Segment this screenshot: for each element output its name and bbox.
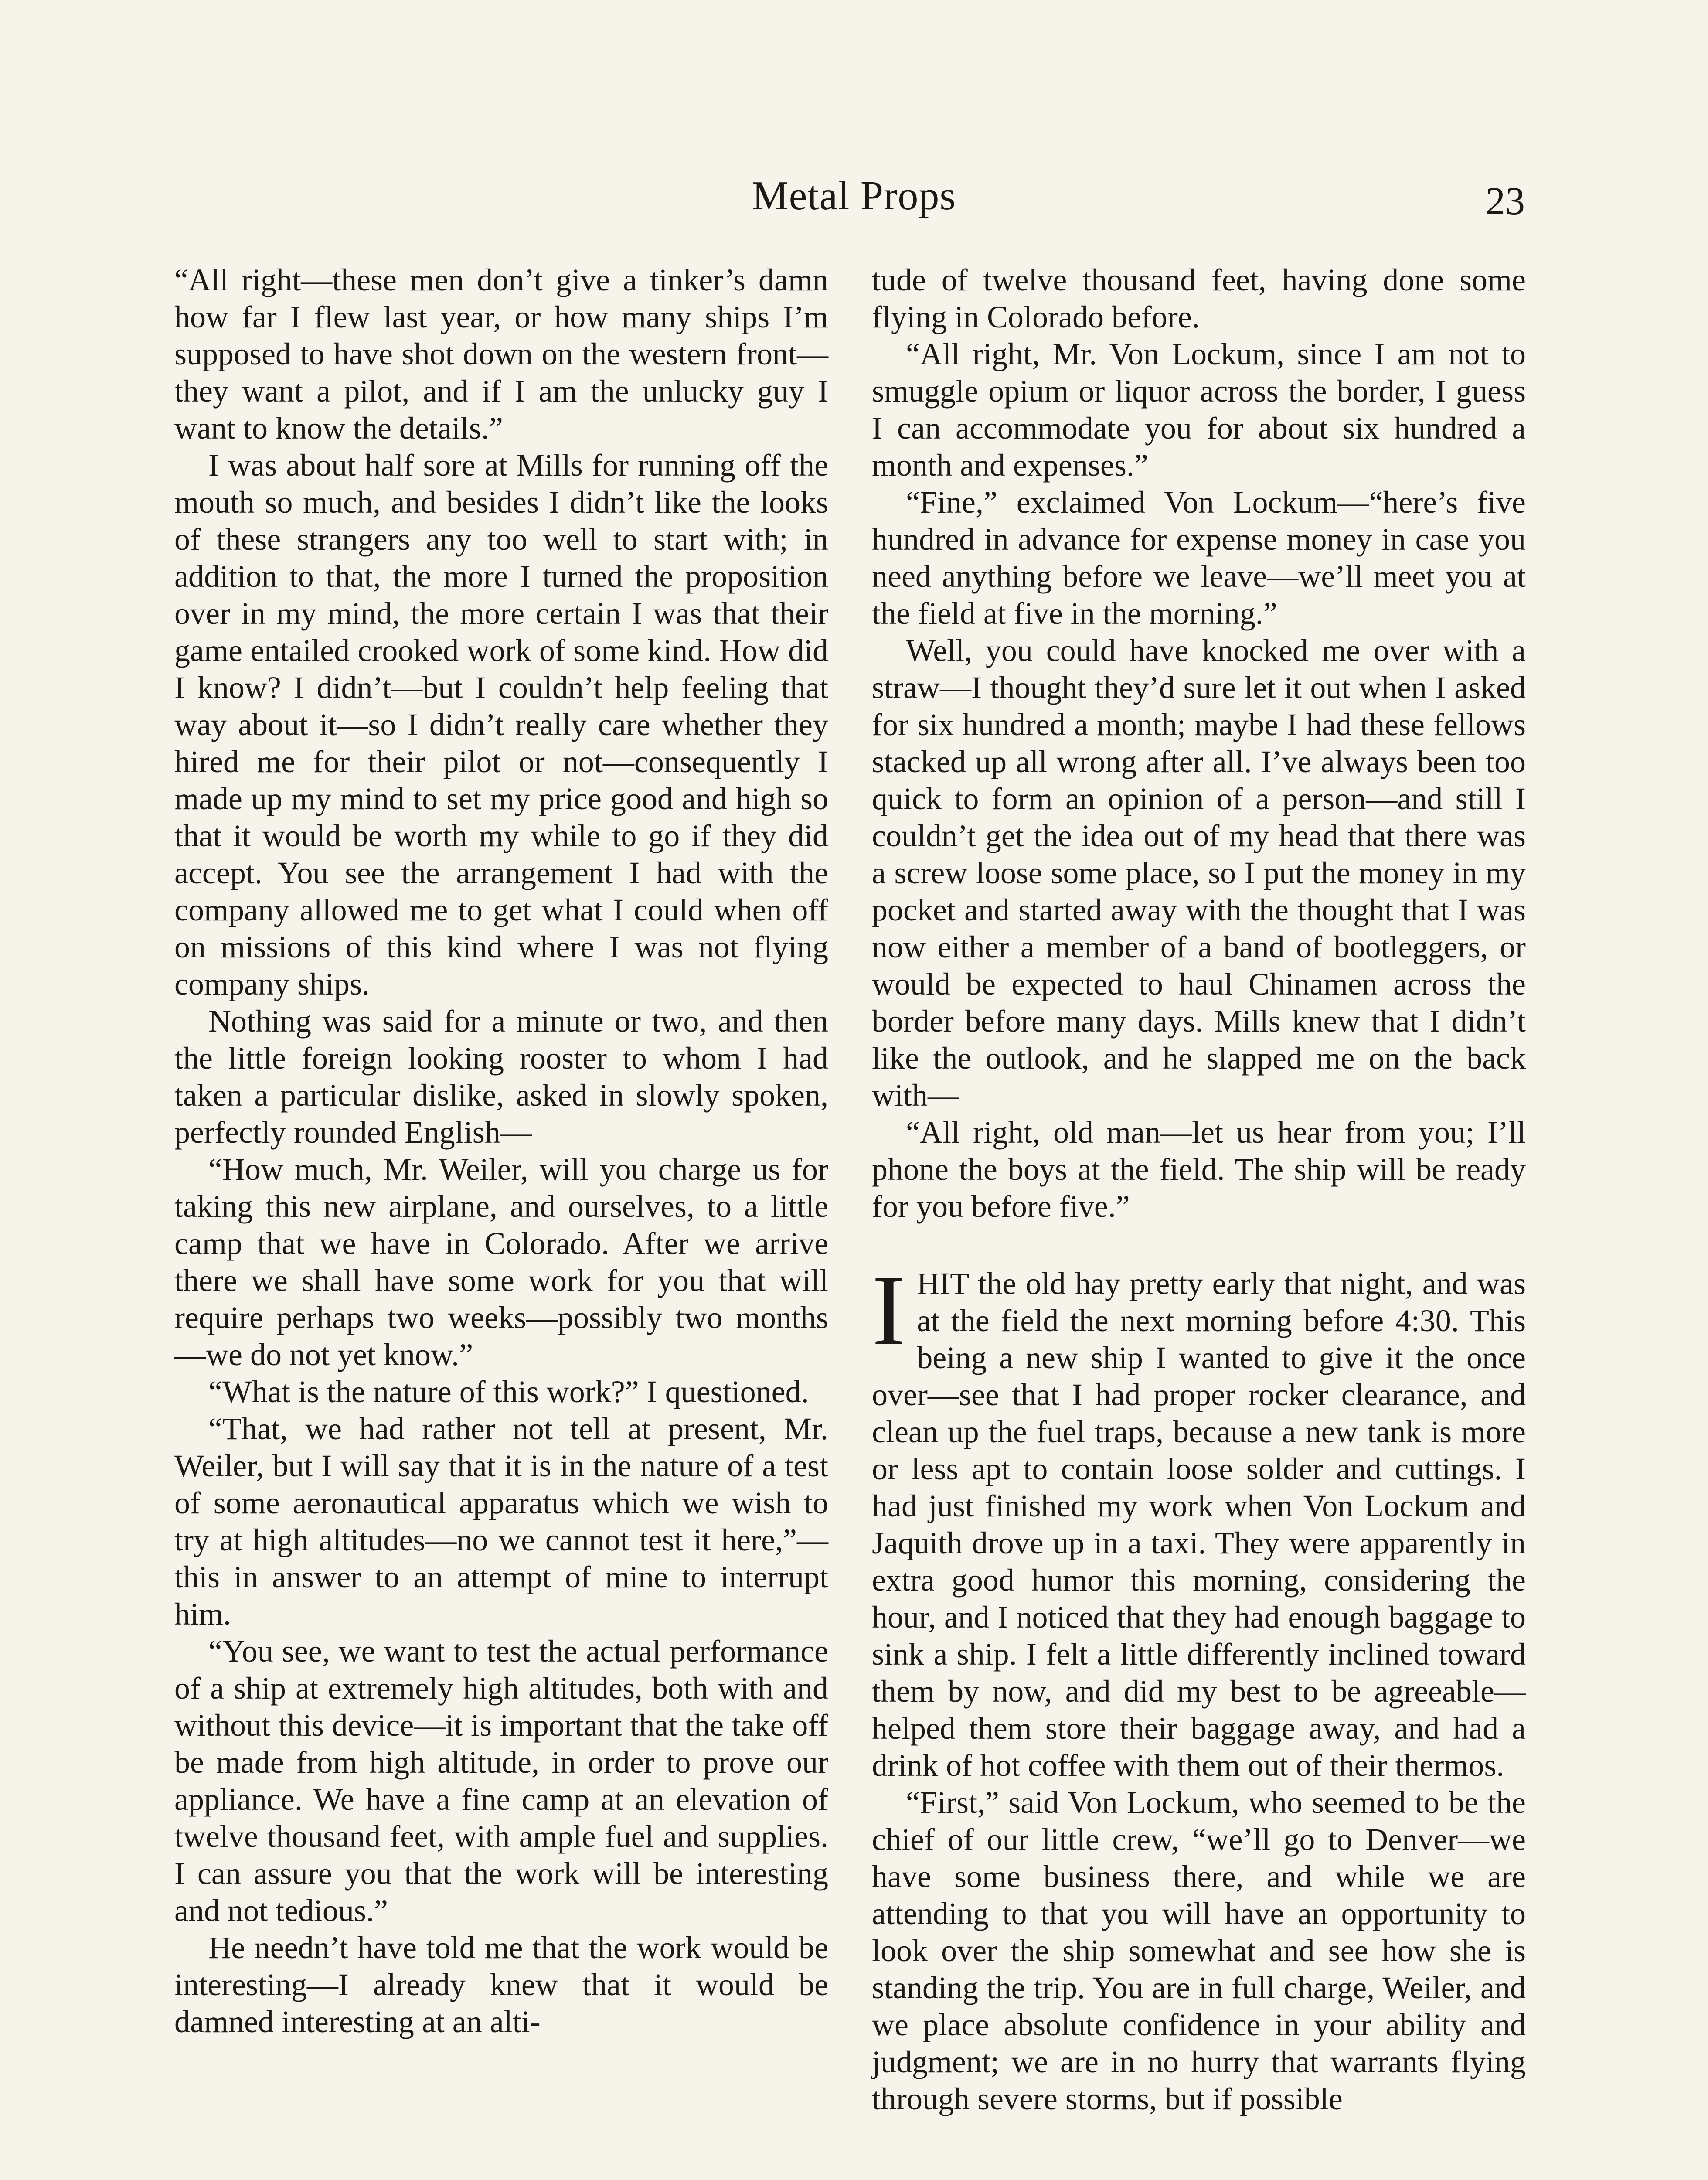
left-column [174, 262, 828, 2040]
paragraph: “All right—these men don’t give a tinker’s damn how far I flew last year, or how many ships I’m supposed to have shot down on the western front—they want a pilot, and if I am the unlucky guy I want to know the details.” [174, 262, 828, 446]
running-head-title: Metal Props [752, 173, 956, 218]
paragraph: “You see, we want to test the actual performance of a ship at extremely high altitudes, both with and without this device—it is important that the take off be made from high altitude, in order to prove our appliance. We have a fine camp at an elevation of twelve thousand feet, with ample fuel and supplies. I can assure you that the work will be interesting and not tedious.” [174, 1634, 828, 1928]
paragraph: “All right, Mr. Von Lockum, since I am not to smuggle opium or liquor across the border, I guess I can accommodate you for about six hundred a month and expenses.” [872, 337, 1526, 483]
dropcap-paragraph [872, 1254, 1526, 1784]
paragraph: Nothing was said for a minute or two, and then the little foreign looking rooster to whom I had taken a particular dislike, asked in slowly spoken, perfectly rounded English— [174, 1004, 828, 1150]
paragraph: Well, you could have knocked me over with a straw—I thought they’d sure let it out when I asked for six hundred a month; maybe I had these fellows stacked up all wrong after all. I’ve always been too quick to form an opinion of a person—and still I couldn’t get the idea out of my head that there was a screw loose some place, so I put the money in my pocket and started away with the thought that I was now either a member of a band of bootleggers, or would be expected to haul Chinamen across the border before many days. Mills knew that I didn’t like the outlook, and he slapped me on the back with— [872, 633, 1526, 1113]
dropcap-paragraph-text: HIT the old hay pretty early that night, and was at the field the next morning before 4:30. This being a new ship I wanted to give it the once over—see that I had proper rocker clearance, and clean up the fuel traps, because a new tank is more or less apt to contain loose solder and cuttings. I had just finished my work when Von Lockum and Jaquith drove up in a taxi. They were apparently in extra good humor this morning, considering the hour, and I noticed that they had enough baggage to sink a ship. I felt a little differently inclined toward them by now, and did my best to be agreeable—helped them store their baggage away, and had a drink of hot coffee with them out of their thermos. [872, 1266, 1526, 1783]
paragraph: “How much, Mr. Weiler, will you charge us for taking this new airplane, and ourselves, to a little camp that we have in Colorado. After we arrive there we shall have some work for you that will require perhaps two weeks—possibly two months—we do not yet know.” [174, 1152, 828, 1372]
section-break [872, 1225, 1526, 1265]
paragraph: “That, we had rather not tell at present, Mr. Weiler, but I will say that it is in the nature of a test of some aeronautical apparatus which we wish to try at high altitudes—no we cannot test it here,”—this in answer to an attempt of mine to interrupt him. [174, 1411, 828, 1632]
right-column [872, 262, 1526, 2118]
page-number: 23 [1486, 180, 1525, 223]
paragraph: “Fine,” exclaimed Von Lockum—“here’s five hundred in advance for expense money in case you need anything before we leave—we’ll meet you at the field at five in the morning.” [872, 485, 1526, 631]
drop-cap: I [872, 1254, 906, 1366]
paragraph: “All right, old man—let us hear from you; I’ll phone the boys at the field. The ship will be ready for you before five.” [872, 1115, 1526, 1224]
paragraph: He needn’t have told me that the work would be interesting—I already knew that it would be damned interesting at an alti- [174, 1930, 828, 2039]
paragraph: I was about half sore at Mills for running off the mouth so much, and besides I didn’t like the looks of these strangers any too well to start with; in addition to that, the more I turned the proposition over in my mind, the more certain I was that their game entailed crooked work of some kind. How did I know? I didn’t—but I couldn’t help feeling that way about it—so I didn’t really care whether they hired me for their pilot or not—consequently I made up my mind to set my price good and high so that it would be worth my while to go if they did accept. You see the arrangement I had with the company allowed me to get what I could when off on missions of this kind where I was not flying company ships. [174, 448, 828, 1001]
paragraph: “First,” said Von Lockum, who seemed to be the chief of our little crew, “we’ll go to Denver—we have some business there, and while we are attending to that you will have an opportunity to look over the ship somewhat and see how she is standing the trip. You are in full charge, Weiler, and we place absolute confidence in your ability and judgment; we are in no hurry that warrants flying through severe storms, but if possible [872, 1785, 1526, 2116]
paragraph: “What is the nature of this work?” I questioned. [208, 1374, 809, 1409]
paragraph-continuation: tude of twelve thousand feet, having done some flying in Colorado before. [872, 262, 1526, 334]
